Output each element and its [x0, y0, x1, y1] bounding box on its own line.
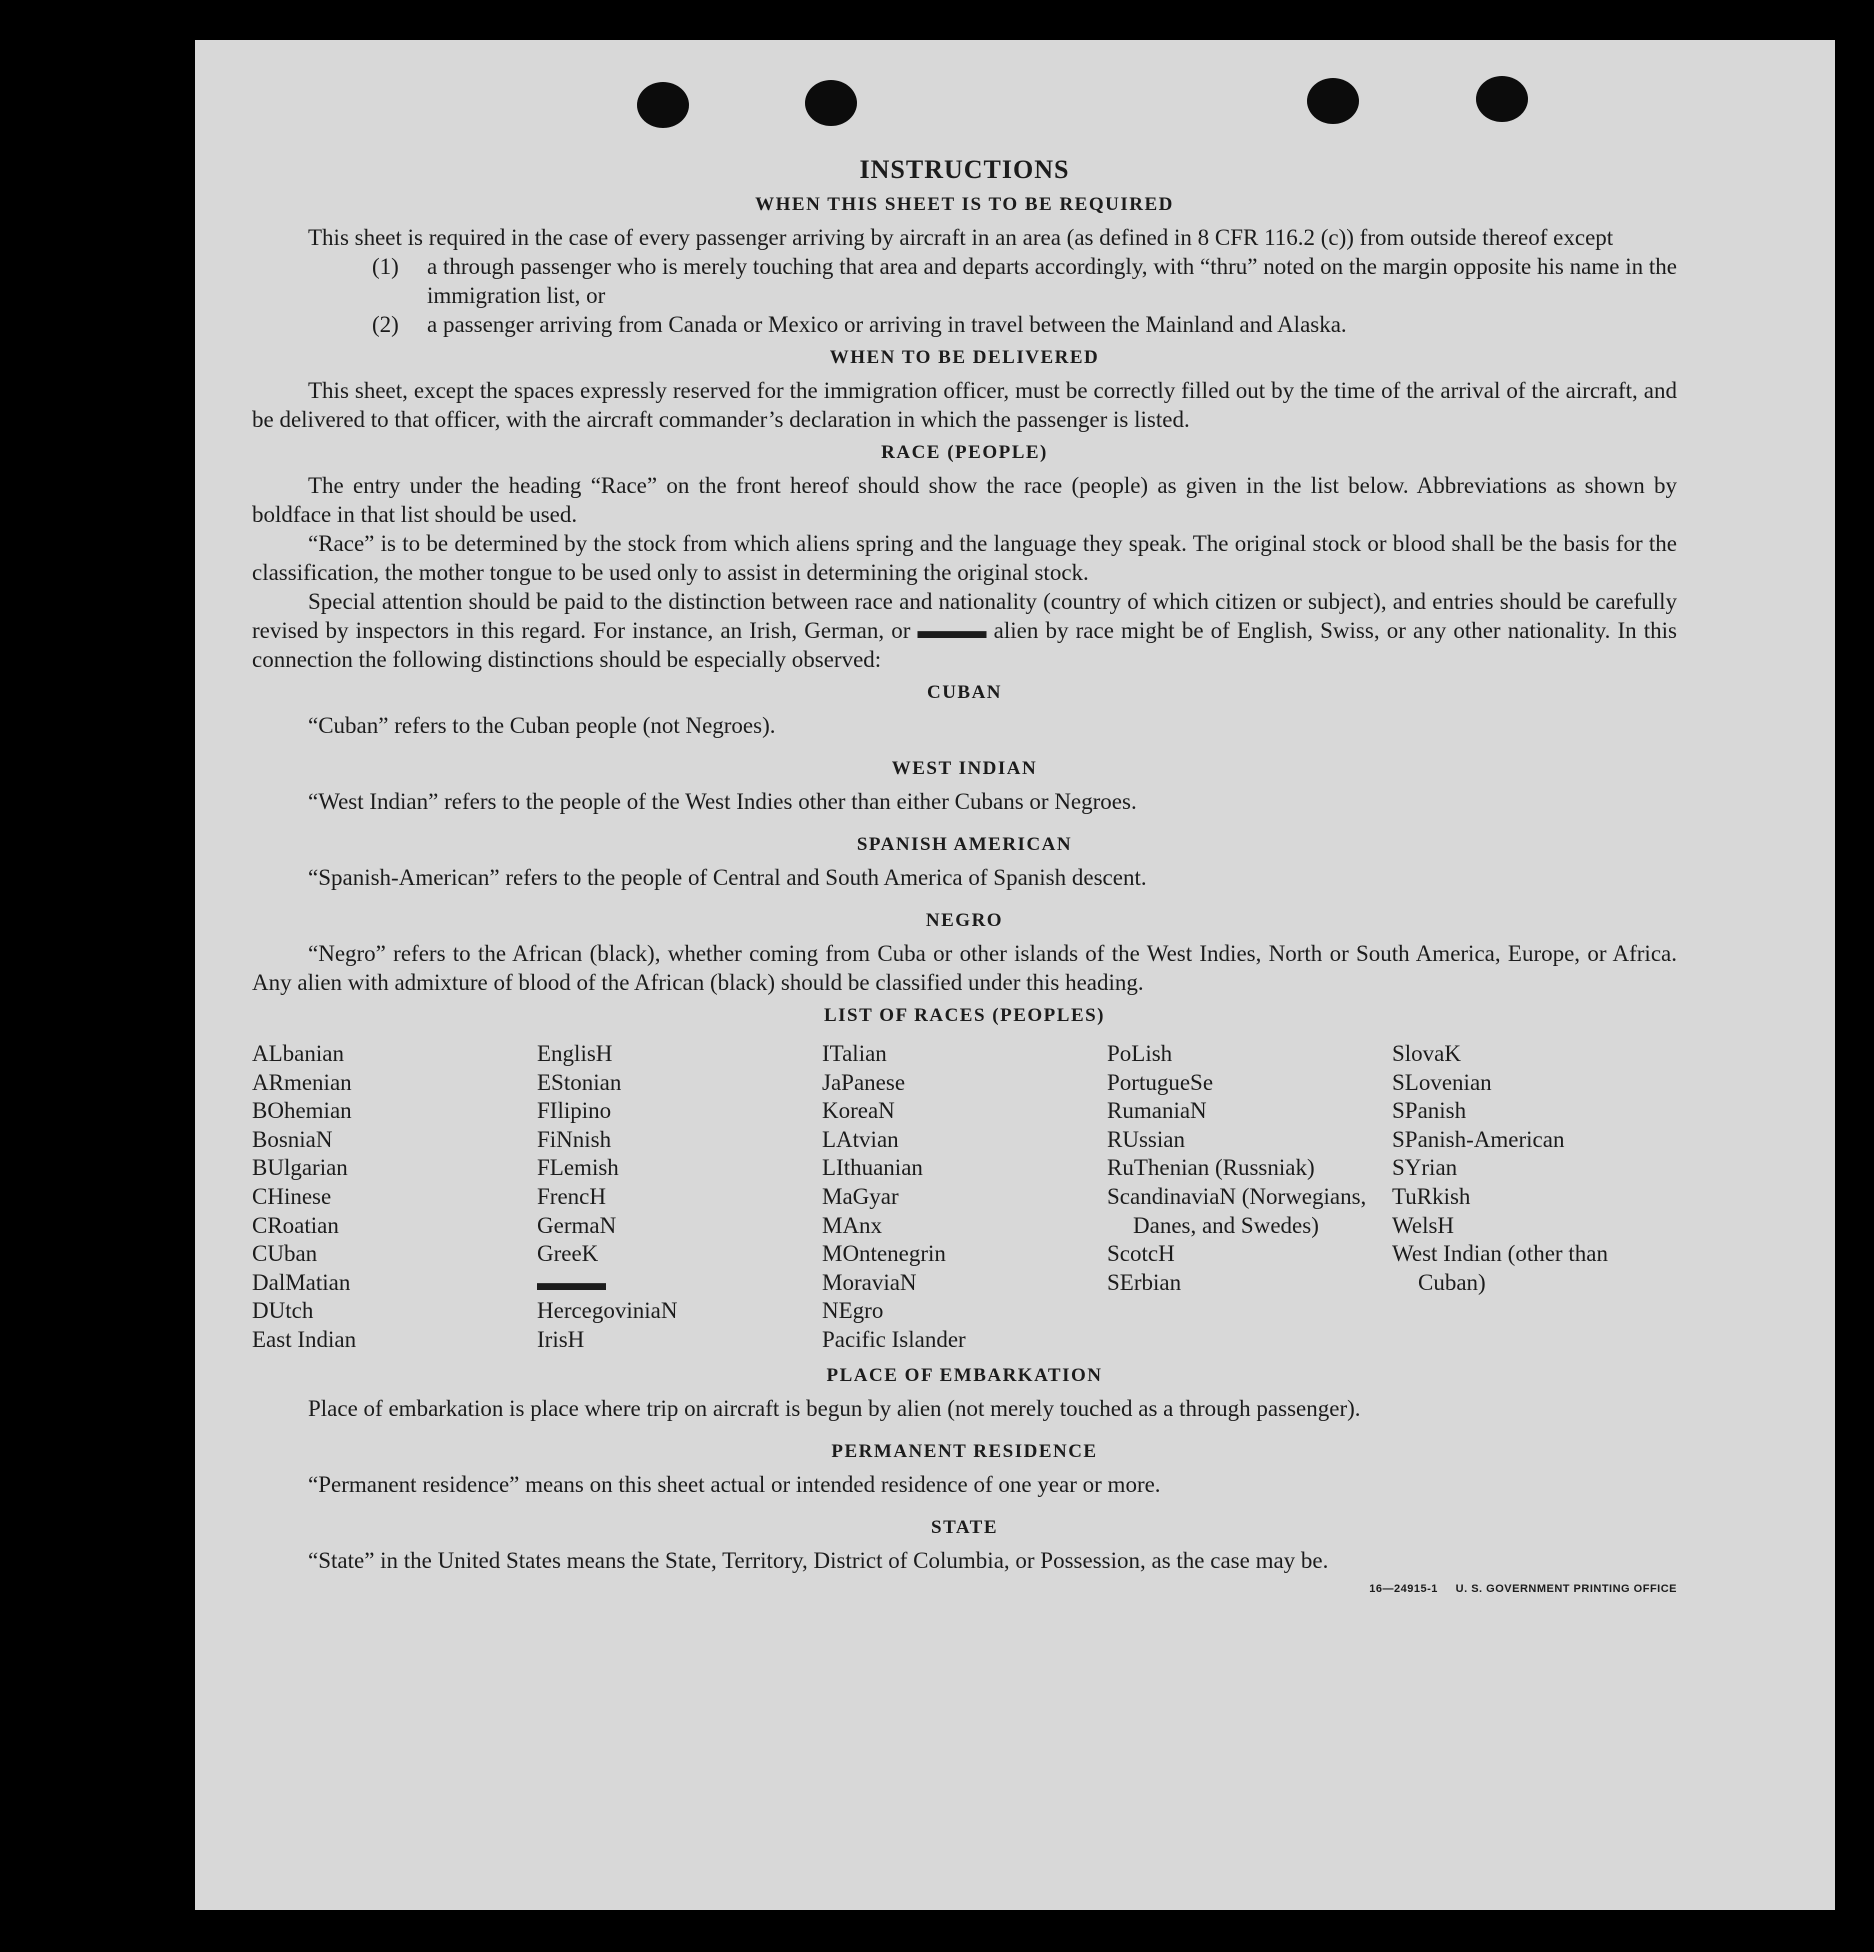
races-column [822, 1040, 1107, 1355]
negro-text: “Negro” refers to the African (black), whether coming from Cuba or other islands of the West Indies, North or South America, Europe, or Africa. Any alien with admixture of blood of the African (black) should be classified under this heading. [252, 941, 1677, 995]
section-heading: PERMANENT RESIDENCE [831, 1440, 1098, 1462]
race-entry: FIlipino [537, 1098, 612, 1124]
race-entry: LAtvian [822, 1126, 899, 1152]
races-column [252, 1040, 537, 1355]
document-sheet [195, 40, 1835, 1910]
race-entry: JaPanese [822, 1069, 906, 1095]
race-paragraph: “Race” is to be determined by the stock from which aliens spring and the language they speak. The original stock or blood shall be the basis for the classification, the mother tongue to be used only to assist in determining the original stock. [252, 531, 1677, 585]
race-entry: EStonian [537, 1069, 622, 1095]
race-entry: CRoatian [252, 1212, 339, 1238]
spanish-american-text: “Spanish-American” refers to the people of Central and South America of Spanish descent. [308, 865, 1147, 890]
race-entry: NEgro [822, 1298, 884, 1324]
race-paragraph: The entry under the heading “Race” on the front hereof should show the race (people) as given in the list below. Abbreviations as shown by boldface in that list should be used. [252, 473, 1677, 527]
state-text: “State” in the United States means the State, Territory, District of Columbia, or Possession, as the case may be. [308, 1547, 1329, 1573]
section-heading: RACE (PEOPLE) [881, 442, 1048, 463]
instructions-body [252, 155, 1677, 1608]
race-entry: BUlgarian [252, 1155, 348, 1181]
punch-hole [1307, 78, 1359, 124]
race-entry: West Indian (other than Cuban) [1392, 1241, 1608, 1295]
race-entry: ALbanian [252, 1041, 344, 1066]
race-paragraph: Special attention should be paid to the distinction between race and nationality (country of which citizen or subject), and entries should be carefully revised by inspectors in this regard. For instance, an Irish, German, or ▬▬▬ alien by race might be of English, Swiss, or any other nationality. In this connection the following distinctions should be especially observed: [252, 589, 1677, 672]
race-entry: PortugueSe [1107, 1069, 1214, 1095]
race-entry: SYrian [1392, 1155, 1458, 1181]
race-entry-redacted: ▬▬▬ [537, 1269, 606, 1295]
section-heading: STATE [931, 1516, 998, 1538]
race-entry: RUssian [1107, 1126, 1185, 1152]
race-entry: GermaN [537, 1212, 617, 1238]
punch-hole [1476, 76, 1528, 122]
punch-hole [637, 82, 689, 128]
race-entry: ScandinaviaN (Norwegians, Danes, and Swedes) [1107, 1183, 1367, 1238]
race-entry: BosniaN [252, 1126, 333, 1152]
races-column [537, 1040, 822, 1355]
race-entry: WelsH [1392, 1212, 1455, 1238]
print-footer [252, 1575, 1677, 1608]
exception-item [252, 310, 1677, 339]
race-entry: PoLish [1107, 1041, 1173, 1066]
race-entry: FiNnish [537, 1126, 612, 1152]
race-entry: MoraviaN [822, 1269, 917, 1295]
race-entry: ARmenian [252, 1069, 352, 1095]
cuban-text: “Cuban” refers to the Cuban people (not Negroes). [308, 713, 776, 738]
delivery-text: This sheet, except the spaces expressly reserved for the immigration officer, must be correctly filled out by the time of the arrival of the aircraft, and be delivered to that officer, with the aircraft commander’s declaration in which the passenger is listed. [252, 378, 1677, 432]
race-entry: FLemish [537, 1155, 619, 1181]
section-heading: WHEN THIS SHEET IS TO BE REQUIRED [755, 194, 1174, 215]
race-entry: DUtch [252, 1298, 314, 1324]
race-entry: SPanish [1392, 1098, 1467, 1124]
race-entry: HercegoviniaN [537, 1298, 678, 1324]
exception-item [252, 252, 1677, 310]
race-entry: EnglisH [537, 1041, 613, 1066]
race-entry: CHinese [252, 1183, 332, 1209]
section-heading: WEST INDIAN [891, 758, 1038, 779]
race-entry: SlovaK [1392, 1041, 1461, 1066]
item-text: a through passenger who is merely touching that area and departs accordingly, with “thru” noted on the margin opposite his name in the immigration list, or [427, 254, 1677, 308]
race-entry: TuRkish [1392, 1183, 1471, 1209]
race-entry: RuThenian (Russniak) [1107, 1155, 1315, 1181]
races-column [1392, 1040, 1677, 1355]
race-entry: East Indian [252, 1326, 357, 1352]
punch-hole [805, 80, 857, 126]
race-entry: ITalian [822, 1041, 887, 1066]
race-entry: KoreaN [822, 1098, 895, 1124]
race-entry: MAnx [822, 1212, 883, 1238]
section-heading: WHEN TO BE DELIVERED [829, 347, 1100, 368]
section-heading: PLACE OF EMBARKATION [826, 1364, 1103, 1386]
races-list [252, 1040, 1677, 1355]
item-text: a passenger arriving from Canada or Mexico or arriving in travel between the Mainland and Alaska. [427, 312, 1347, 337]
section-heading: LIST OF RACES (PEOPLES) [823, 1005, 1106, 1026]
races-column [1107, 1040, 1392, 1355]
embarkation-text: Place of embarkation is place where trip on aircraft is begun by alien (not merely touched as a through passenger). [308, 1395, 1361, 1421]
race-entry: MOntenegrin [822, 1241, 946, 1267]
race-entry: SPanish-American [1392, 1126, 1565, 1152]
west-indian-text: “West Indian” refers to the people of the West Indies other than either Cubans or Negroes. [308, 789, 1137, 814]
race-entry: IrisH [537, 1326, 585, 1352]
race-entry: MaGyar [822, 1183, 899, 1209]
race-entry: BOhemian [252, 1098, 352, 1124]
race-entry: ScotcH [1107, 1241, 1175, 1267]
page-title: INSTRUCTIONS [859, 155, 1070, 184]
race-entry: DalMatian [252, 1269, 351, 1295]
race-entry: LIthuanian [822, 1155, 923, 1181]
race-entry: GreeK [537, 1241, 599, 1267]
required-intro: This sheet is required in the case of every passenger arriving by aircraft in an area (as defined in 8 CFR 116.2 (c)) from outside thereof except [308, 225, 1614, 250]
race-entry: RumaniaN [1107, 1098, 1207, 1124]
residence-text: “Permanent residence” means on this sheet actual or intended residence of one year or more. [308, 1471, 1161, 1497]
section-heading: NEGRO [925, 910, 1004, 931]
item-number: (1) [372, 254, 399, 279]
item-number: (2) [372, 312, 399, 337]
race-entry: FrencH [537, 1183, 606, 1209]
race-entry: Pacific Islander [822, 1326, 966, 1352]
printer-imprint: U. S. GOVERNMENT PRINTING OFFICE [1455, 1582, 1677, 1595]
race-entry: SLovenian [1392, 1069, 1492, 1095]
section-heading: CUBAN [926, 682, 1003, 703]
form-code: 16—24915-1 [1369, 1582, 1438, 1595]
race-entry: CUban [252, 1241, 318, 1267]
race-entry: SErbian [1107, 1269, 1182, 1295]
section-heading: SPANISH AMERICAN [856, 834, 1073, 855]
